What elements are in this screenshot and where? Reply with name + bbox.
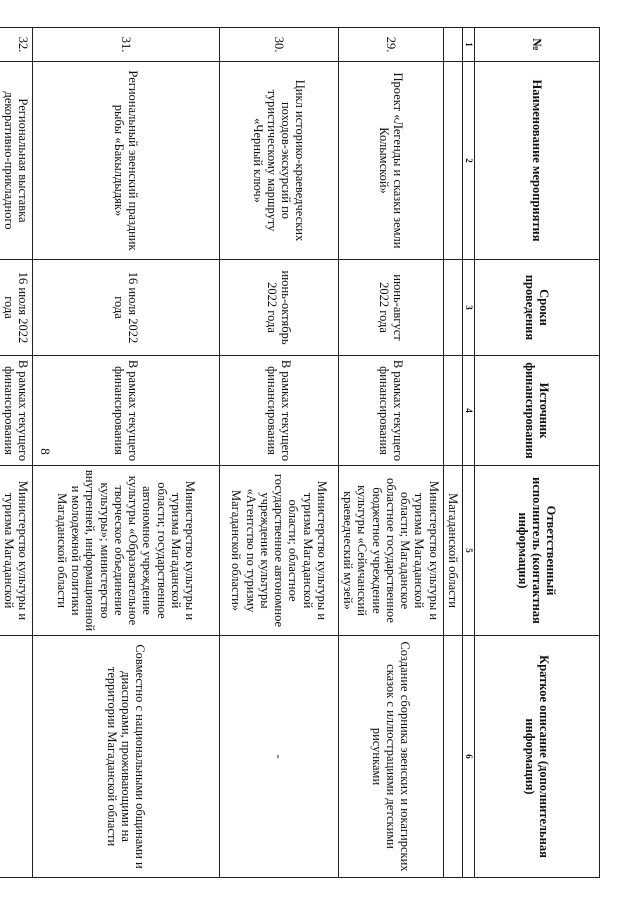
events-table — [0, 27, 600, 878]
cell-num: 32. — [0, 28, 33, 62]
column-number: 1 — [463, 28, 475, 62]
table-row — [33, 28, 220, 878]
table-cell — [443, 62, 462, 260]
page-number: 8 — [37, 448, 53, 455]
cell-source: В рамках текущего финансирования — [339, 356, 444, 466]
cell-num: 30. — [220, 28, 339, 62]
continuation-row — [443, 28, 462, 878]
cell-name: Региональная выставка декоративно-прикладного — [0, 62, 33, 260]
cell-num: 29. — [339, 28, 444, 62]
cell-responsible: Министерство культуры и туризма Магаданской области; областное государственное автономное учреждение культуры «Агентство по туризму Магаданской области» — [220, 466, 339, 636]
cell-source: В рамках текущего финансирования — [0, 356, 33, 466]
cell-dates: 16 июля 2022 года — [0, 260, 33, 356]
table-cell — [443, 260, 462, 356]
cell-name: Проект «Легенды и сказки земли Колымской» — [339, 62, 444, 260]
cell-description: Совместно с национальными общинами и диаспорами, проживающими на территории Магаданской области — [33, 636, 220, 878]
header-responsible: Ответственный исполнитель (контактная информация) — [475, 466, 600, 636]
cell-name: Региональный эвенский праздник рыбы «Бакылдыдяк» — [33, 62, 220, 260]
cell-responsible: Министерство культуры и туризма Магаданской области; Магаданское областное государственное бюджетное учреждение культуры «Сеймчанский краеведческий музей» — [339, 466, 444, 636]
table-cell — [443, 636, 462, 878]
table-cell — [443, 28, 462, 62]
header-row — [475, 28, 600, 878]
cell-source: В рамках текущего финансирования — [33, 356, 220, 466]
table-row — [0, 28, 33, 878]
cell-description — [0, 636, 33, 878]
header-num: № — [475, 28, 600, 62]
header-description: Краткое описание (дополнительная информация) — [475, 636, 600, 878]
cell-responsible: Министерство культуры и туризма Магаданской — [0, 466, 33, 636]
column-number: 3 — [463, 260, 475, 356]
cell-dates: июнь-октябрь 2022 года — [220, 260, 339, 356]
header-dates: Сроки проведения — [475, 260, 600, 356]
table-row — [220, 28, 339, 878]
rotated-page — [1, 27, 600, 877]
column-number: 2 — [463, 62, 475, 260]
column-number-row — [463, 28, 475, 878]
cell-source: В рамках текущего финансирования — [220, 356, 339, 466]
table-row — [339, 28, 444, 878]
cell-description: Создание сборника эвенских и юкагирских сказок с иллюстрациями детскими рисунками — [339, 636, 444, 878]
cell-description: - — [220, 636, 339, 878]
column-number: 6 — [463, 636, 475, 878]
cell-responsible: Министерство культуры и туризма Магаданской области; государственное автономное учреждение культуры «Образовательное творческое объединение культуры»; министерство внутренней, информационной и молодежной политики Магаданской области — [33, 466, 220, 636]
cell-dates: июнь-август 2022 года — [339, 260, 444, 356]
header-source: Источник финансирования — [475, 356, 600, 466]
header-name: Наименование мероприятия — [475, 62, 600, 260]
cell-responsible: Магаданской области — [443, 466, 462, 636]
column-number: 4 — [463, 356, 475, 466]
table-cell — [443, 356, 462, 466]
cell-name: Цикл историко-краеведческих походов-экскурсий по туристическому маршруту «Черный ключ» — [220, 62, 339, 260]
cell-dates: 16 июля 2022 года — [33, 260, 220, 356]
cell-num: 31. — [33, 28, 220, 62]
column-number: 5 — [463, 466, 475, 636]
